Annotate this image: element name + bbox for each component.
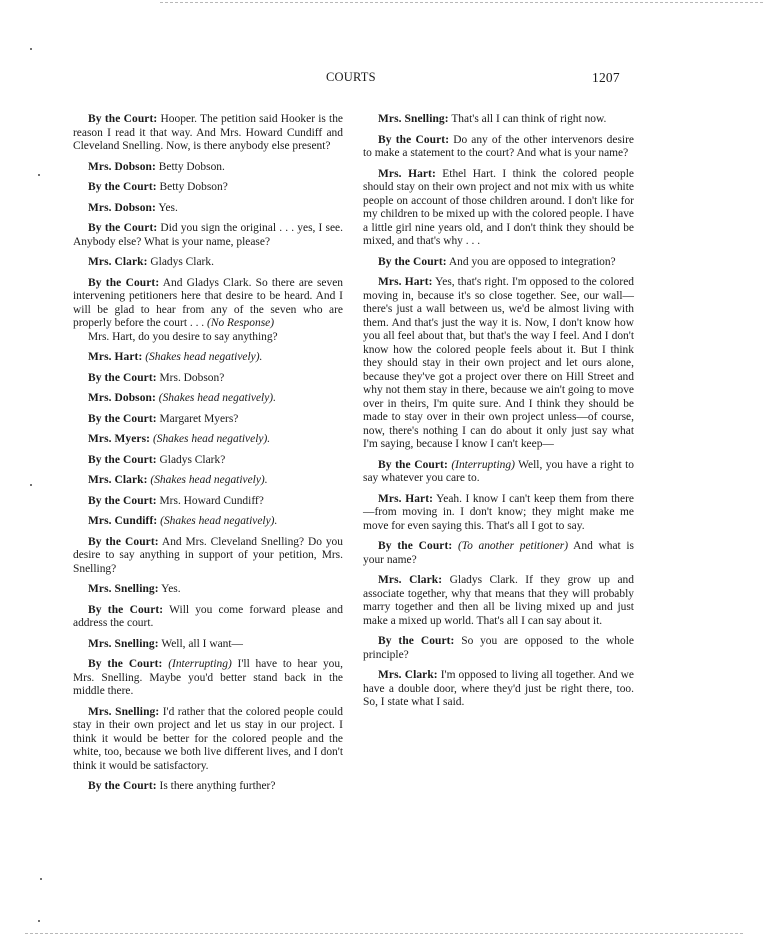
speech-text: I'll have to hear you, Mrs. Snelling. Maybe you'd better stand back in the middle there.	[73, 658, 343, 697]
speaker-label: Mrs. Hart:	[378, 276, 433, 288]
speech-text: Do any of the other intervenors desire to make a statement to the court? And what is your name?	[363, 133, 634, 159]
stage-direction: (Shakes head negatively).	[152, 433, 271, 445]
speaker-label: By the Court:	[88, 494, 157, 507]
speech-text: That's all I can think of right now.	[448, 113, 607, 125]
speaker-label: Mrs. Clark:	[88, 256, 148, 268]
transcript-paragraph	[363, 540, 634, 567]
transcript-paragraph	[73, 638, 343, 652]
speech-text: Yes, that's right. I'm opposed to the colored moving in, because it's so close together. See, our wall—there's just a wall between us, we'd be almost living with them. And that's just the way it is. Now, I don't know how you all feel about that, but that's the way I feel. And I don't know how the colored people feels about it. But I think they should stay in their own project and let ours alone, because they've got a project over there on Hill Street and why not them stay in there, because we ain't going to move over in theirs, I'm quite sure. And I think they should be made to stay over in their own project unless—of course, now, there's nothing I can do about it only just say what I'm saying, because I know I can't keep—	[363, 276, 634, 450]
speech-text: Hooper. The petition said Hooker is the reason I read it that way. And Mrs. Howard Cundiff and Cleveland Snelling. Now, is there anybody else present?	[73, 113, 343, 152]
speech-text: Mrs. Hart, do you desire to say anything?	[88, 330, 278, 343]
speech-text: Mrs. Howard Cundiff?	[156, 494, 264, 507]
speaker-label: By the Court:	[378, 133, 450, 146]
stage-direction: (Shakes head negatively).	[145, 351, 263, 363]
speaker-label: By the Court:	[88, 113, 158, 125]
transcript-paragraph	[73, 113, 343, 154]
transcript-paragraph	[363, 493, 634, 534]
speech-text: And you are opposed to integration?	[446, 255, 616, 268]
scan-speck	[38, 174, 40, 176]
running-title: COURTS	[326, 70, 376, 84]
speaker-label: By the Court:	[88, 658, 163, 670]
transcript-paragraph	[73, 413, 343, 427]
transcript-paragraph	[73, 495, 343, 509]
speech-text: Will you come forward please and address the court.	[73, 603, 343, 629]
transcript-paragraph	[73, 658, 343, 699]
transcript-paragraph	[73, 515, 343, 529]
speech-text: Gladys Clark. If they grow up and associate together, why that means that they will probably marry together and then all be living mixed up and just make a mixed up world. That's all I can say about it.	[363, 574, 634, 627]
speech-text: I'm opposed to living all together. And we have a double door, where they'd just be right there, too. So, I state what I said.	[363, 669, 634, 708]
transcript-paragraph	[73, 536, 343, 577]
speaker-label: Mrs. Clark:	[88, 474, 148, 486]
speaker-label: By the Court:	[378, 255, 447, 268]
speech-text: Gladys Clark.	[147, 256, 214, 268]
speech-text: Well, all I want—	[158, 637, 243, 650]
transcript-paragraph	[363, 635, 634, 662]
transcript-paragraph	[73, 372, 343, 386]
speaker-label: By the Court:	[378, 540, 453, 552]
stage-direction: (To another petitioner)	[457, 540, 569, 552]
transcript-paragraph	[73, 474, 343, 488]
stage-direction: (Shakes head negatively).	[150, 474, 268, 486]
speech-text: Margaret Myers?	[156, 412, 239, 425]
speaker-label: Mrs. Snelling:	[378, 113, 449, 125]
speech-text: Yeah. I know I can't keep them from there—from moving in. I don't know; they might make me move for even saying this. That's all I got to say.	[363, 492, 634, 532]
transcript-paragraph	[73, 331, 343, 345]
speaker-label: Mrs. Clark:	[378, 574, 443, 586]
speech-text: Ethel Hart. I think the colored people should stay on their own project and not mix with us white people on account of those children around. I don't like for my children to be mixed up with the colored people. I have a little girl nine years old, and I don't think they should be mixed, and that's why . . .	[363, 167, 634, 247]
speaker-label: Mrs. Snelling:	[88, 637, 159, 650]
scan-speck	[38, 920, 40, 922]
page-header	[0, 70, 763, 86]
speaker-label: Mrs. Dobson:	[88, 160, 156, 173]
speech-text: Yes.	[155, 201, 178, 214]
speech-text: Betty Dobson.	[155, 160, 225, 173]
speaker-label: By the Court:	[378, 635, 455, 647]
speaker-label: By the Court:	[88, 181, 157, 193]
transcript-paragraph	[73, 161, 343, 175]
transcript-paragraph	[73, 604, 343, 631]
transcript-paragraph	[73, 202, 343, 216]
speaker-label: Mrs. Hart:	[88, 351, 143, 363]
transcript-paragraph	[363, 459, 634, 486]
transcript-paragraph	[73, 222, 343, 249]
speaker-label: By the Court:	[88, 780, 157, 792]
speaker-label: Mrs. Dobson:	[88, 392, 156, 404]
speaker-label: Mrs. Cundiff:	[88, 515, 158, 527]
stage-direction: (Interrupting)	[451, 458, 515, 471]
scan-speck	[40, 878, 42, 880]
right-column	[363, 113, 634, 717]
stage-direction: (Interrupting)	[168, 658, 232, 670]
transcript-paragraph	[363, 168, 634, 249]
speaker-label: Mrs. Dobson:	[88, 201, 156, 214]
speaker-label: By the Court:	[88, 222, 158, 234]
speech-text: And what is your name?	[363, 540, 635, 566]
speech-text: Betty Dobson?	[156, 181, 228, 193]
speaker-label: Mrs. Snelling:	[88, 583, 159, 595]
speaker-label: Mrs. Hart:	[378, 492, 434, 505]
speaker-label: Mrs. Snelling:	[88, 705, 160, 718]
transcript-paragraph	[363, 256, 634, 270]
speech-text: Gladys Clark?	[156, 453, 226, 466]
speaker-label: By the Court:	[88, 535, 159, 548]
speech-text: Did you sign the original . . . yes, I see. Anybody else? What is your name, please?	[73, 222, 343, 248]
speaker-label: By the Court:	[88, 276, 160, 289]
speech-text: Well, you have a right to say whatever you care to.	[363, 458, 634, 484]
transcript-paragraph	[73, 780, 343, 794]
speaker-label: By the Court:	[88, 603, 164, 616]
transcript-paragraph	[73, 433, 343, 447]
speaker-label: Mrs. Myers:	[88, 433, 151, 445]
page-number: 1207	[592, 70, 620, 85]
transcript-paragraph	[363, 134, 634, 161]
transcript-paragraph	[73, 256, 343, 270]
speaker-label: By the Court:	[88, 453, 157, 466]
speech-text: And Gladys Clark. So there are seven intervening petitioners here that desire to be heard. And I will be glad to hear from any of the seven who are properly before the court . . .	[73, 276, 343, 329]
top-scan-rule	[160, 2, 763, 3]
speaker-label: By the Court:	[88, 371, 157, 384]
bottom-scan-rule	[25, 933, 743, 934]
speaker-label: By the Court:	[378, 458, 448, 471]
transcript-paragraph	[363, 574, 634, 628]
transcript-paragraph	[73, 351, 343, 365]
transcript-paragraph	[73, 392, 343, 406]
stage-direction: (Shakes head negatively).	[160, 515, 278, 527]
speaker-label: Mrs. Clark:	[378, 669, 438, 681]
speech-text: I'd rather that the colored people could stay in their own project and let us stay in our project. I think it would be better for the colored people and the white, too, because we both live different lives, and I don't think it would be satisfactory.	[73, 705, 343, 772]
scan-speck	[30, 484, 32, 486]
transcript-paragraph	[73, 181, 343, 195]
transcript-paragraph	[363, 113, 634, 127]
speech-text: Yes.	[158, 583, 181, 595]
speech-text: And Mrs. Cleveland Snelling? Do you desire to say anything in support of your petition, Mrs. Snelling?	[73, 535, 343, 575]
scan-speck	[30, 48, 32, 50]
speaker-label: Mrs. Hart:	[378, 167, 436, 180]
stage-direction: (Shakes head negatively).	[158, 392, 276, 404]
transcript-paragraph	[363, 669, 634, 710]
speaker-label: By the Court:	[88, 412, 157, 425]
transcript-paragraph	[73, 277, 343, 331]
speech-text: Is there anything further?	[156, 780, 276, 792]
transcript-paragraph	[73, 583, 343, 597]
speech-text: So you are opposed to the whole principle?	[363, 635, 634, 661]
transcript-paragraph	[363, 276, 634, 452]
transcript-paragraph	[73, 454, 343, 468]
left-column	[73, 113, 343, 801]
stage-direction: (No Response)	[207, 317, 275, 329]
transcript-paragraph	[73, 706, 343, 774]
speech-text: Mrs. Dobson?	[156, 371, 225, 384]
